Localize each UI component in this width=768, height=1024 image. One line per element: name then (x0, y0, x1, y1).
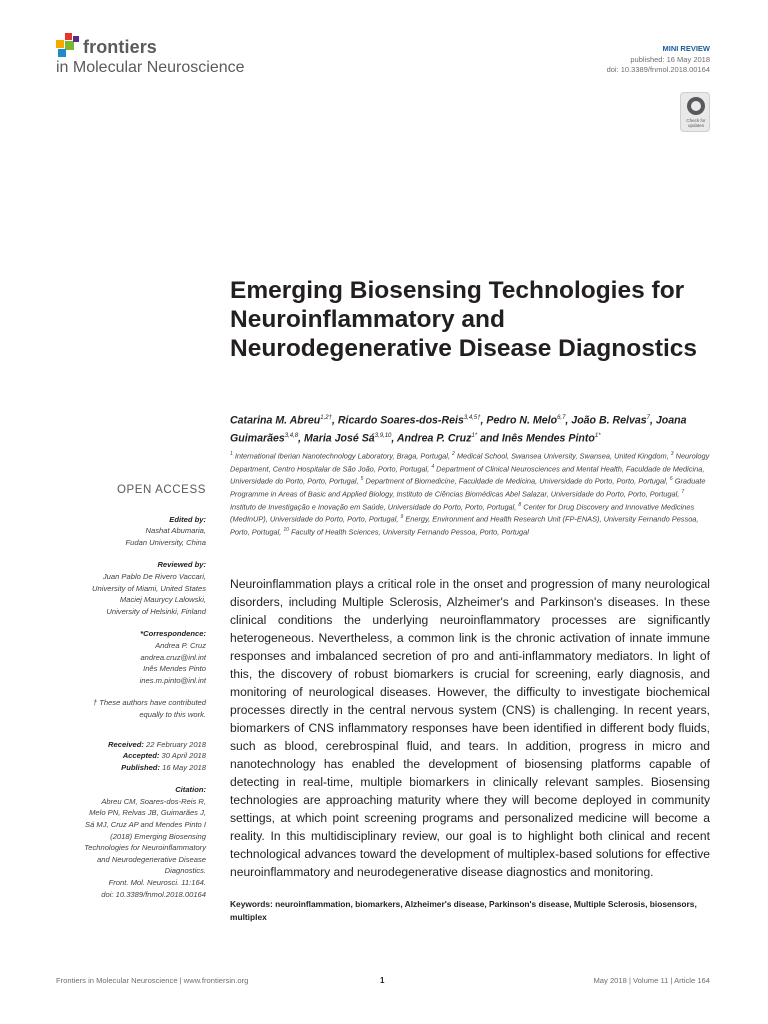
affiliation-number: 8 (518, 501, 522, 508)
author-separator: , (391, 432, 397, 445)
affiliation-number: 7 (681, 489, 685, 496)
corresponding-email[interactable]: ines.m.pinto@inl.int (139, 675, 206, 685)
published-date-sidebar (56, 762, 206, 774)
affiliation-number: 2 (452, 451, 455, 457)
author-name: Andrea P. Cruz (396, 432, 472, 445)
affiliation-number: 9 (400, 514, 404, 521)
author-affiliation-marker: 1,2† (320, 415, 332, 421)
affiliation-text: Faculty of Health Sciences, University Fernando Pessoa, Porto, Portugal (288, 527, 529, 537)
correspondence (56, 628, 206, 686)
author-separator: , (650, 414, 656, 427)
check-updates-icon (687, 97, 705, 115)
citation (56, 784, 206, 900)
edited-by (56, 514, 206, 549)
affiliation-number: 6 (669, 476, 673, 483)
author-affiliation-marker: 3,9,10 (374, 432, 392, 439)
equal-contribution-line: † These authors have contributed (92, 698, 206, 708)
footer-journal[interactable]: Frontiers in Molecular Neuroscience | www.frontiersin.org (56, 976, 249, 985)
logo-square-yellow (56, 40, 64, 48)
author-affiliation-marker: 6,7 (557, 415, 566, 421)
keywords: Keywords: neuroinflammation, biomarkers, Alzheimer's disease, Parkinson's disease, Multiple Sclerosis, biosensors, multiplex (230, 899, 697, 922)
logo-square-green (65, 41, 74, 50)
author-separator: , (331, 414, 338, 427)
citation-line: Melo PN, Relvas JB, Guimarães J, (89, 808, 206, 818)
affiliation-number: 5 (360, 476, 364, 483)
author-name: Catarina M. Abreu (230, 414, 321, 427)
affiliation-text: International Iberian Nanotechnology Laboratory, Braga, Portugal, (232, 451, 453, 461)
open-access-label: OPEN ACCESS (116, 484, 206, 496)
check-for-updates-badge[interactable] (680, 92, 710, 132)
author-name: Maria José Sá (304, 432, 375, 445)
reviewed-by-label: Reviewed by: (157, 560, 206, 570)
corresponding-author: Inês Mendes Pinto (143, 664, 206, 674)
affiliation-text: Neurology Department, Centro Hospitalar de São João, Porto, Portugal, (230, 451, 710, 474)
accepted-label: Accepted: (122, 751, 160, 761)
citation-line: and Neurodegenerative Disease (97, 854, 206, 864)
logo-square-purple (73, 36, 79, 42)
author-separator: and (477, 432, 502, 445)
accepted-date (56, 750, 206, 762)
affiliation-text: Instituto de Investigação e Inovação em Saúde, Universidade do Porto, Porto, Portugal, (230, 502, 519, 512)
editor-name: Nashat Abumaria, (145, 526, 206, 536)
author-name: João B. Relvas (571, 414, 647, 427)
author-name: Inês Mendes Pinto (501, 432, 595, 445)
author-affiliation-marker: 3,4,8 (284, 432, 299, 439)
logo-square-red (65, 33, 72, 40)
affiliation-text: Department of Biomedicine, Faculdade de Medicina, Universidade do Porto, Porto, Portugal, (363, 476, 670, 486)
author-affiliation-marker: 1* (594, 432, 601, 439)
affiliation-text: Energy, Environment and Health Research Unit (FP-ENAS), University Fernando Pessoa, Porto, Portugal, (230, 514, 699, 537)
equal-contribution-note (56, 697, 206, 720)
citation-line: Abreu CM, Soares-dos-Reis R, (101, 796, 206, 806)
published-value: 16 May 2018 (159, 762, 206, 772)
accepted-value: 30 April 2018 (159, 751, 206, 761)
frontiers-logo (56, 33, 80, 59)
received-label: Received: (108, 739, 144, 749)
corresponding-email[interactable]: andrea.cruz@inl.int (140, 652, 206, 662)
article-info-sidebar (56, 485, 206, 911)
journal-name: in Molecular Neuroscience (56, 59, 245, 76)
abstract: Neuroinflammation plays a critical role in the onset and progression of many neurological disorders, including Multiple Sclerosis, Alzheimer's and Parkinson's diseases. In these clinical conditions the underlying neuroinflammatory processes are significantly heterogeneous. Nevertheless, a common link is the chronic activation of innate immune responses and imbalanced secretion of pro and anti-inflammatory mediators. In light of this, the discovery of robust biomarkers is crucial for screening, early diagnosis, and monitoring of neurological diseases. However, the difficulty to investigate biochemical processes directly in the central nervous system (CNS) is challenging. In recent years, biomarkers of CNS inflammatory responses have been identified in different body fluids, such as blood, cerebrospinal fluid, and tears. In addition, progress in micro and nanotechnology has enabled the development of biosensing platforms capable of detecting in real-time, multiple biomarkers in clinically relevant samples. Biosensing technologies are approaching maturity where they will become deployed in community settings, at which point screening programs and personalized medicine will become a reality. In this multidisciplinary review, our goal is to highlight both clinical and recent technological advances toward the development of multiplex-based solutions for effective neuroinflammatory and neurodegenerative disease diagnostics and monitoring. (230, 577, 710, 879)
citation-doi[interactable]: doi: 10.3389/fnmol.2018.00164 (101, 889, 206, 899)
journal-brand: frontiers (83, 37, 157, 57)
affiliation-number: 1 (230, 451, 233, 457)
correspondence-label: *Correspondence: (140, 629, 206, 639)
citation-line: Sá MJ, Cruz AP and Mendes Pinto I (85, 820, 206, 830)
affiliation-text: Department of Clinical Neurosciences and Mental Health, Faculdade de Medicina, Universidade do Porto, Porto, Portugal, (230, 464, 705, 486)
doi[interactable]: doi: 10.3389/fnmol.2018.00164 (606, 65, 710, 74)
reviewer-affiliation: University of Miami, United States (92, 583, 206, 593)
reviewer-name: Maciej Maurycy Lalowski, (119, 595, 206, 605)
article-title: Emerging Biosensing Technologies for Neuroinflammatory and Neurodegenerative Disease Diagnostics (230, 277, 698, 362)
affiliation-text: Center for Drug Discovery and Innovative Medicines (MedInUP), Universidade do Porto, Porto, Portugal, (230, 502, 695, 524)
citation-line: (2018) Emerging Biosensing (110, 831, 206, 841)
citation-label: Citation: (175, 785, 206, 795)
article-dates (56, 739, 206, 774)
editor-affiliation: Fudan University, China (125, 537, 206, 547)
received-value: 22 February 2018 (143, 739, 206, 749)
author-affiliation-marker: 7 (646, 415, 651, 421)
logo-square-blue (58, 49, 66, 57)
author-affiliation-marker: 1* (471, 432, 478, 439)
corresponding-author: Andrea P. Cruz (155, 640, 206, 650)
published-date: published: 16 May 2018 (630, 55, 710, 64)
equal-contribution-line: equally to this work. (139, 709, 206, 719)
author-name: Pedro N. Melo (486, 414, 558, 427)
author-separator: , (565, 414, 572, 427)
affiliation-text: Graduate Programme in Areas of Basic and Applied Biology, Instituto de Ciências Biomédicas Abel Salazar, Universidade do Porto, Porto, Portugal, (230, 476, 706, 499)
author-list (230, 411, 720, 446)
author-separator: , (298, 432, 305, 445)
citation-line: Technologies for Neuroinflammatory (84, 843, 206, 853)
edited-by-label: Edited by: (169, 514, 206, 524)
affiliation-number: 4 (431, 463, 435, 470)
affiliation-number: 10 (283, 527, 289, 534)
author-affiliation-marker: 3,4,5† (463, 415, 481, 421)
reviewed-by (56, 559, 206, 617)
footer-volume: May 2018 | Volume 11 | Article 164 (593, 976, 710, 985)
reviewer-affiliation: University of Helsinki, Finland (106, 606, 206, 616)
received-date (56, 739, 206, 751)
reviewer-name: Juan Pablo De Rivero Vaccari, (102, 571, 206, 581)
affiliation-text: Medical School, Swansea University, Swansea, United Kingdom, (454, 451, 671, 461)
author-name: Joana Guimarães (230, 414, 687, 445)
affiliations (230, 449, 710, 538)
check-updates-label: Check for updates (686, 118, 706, 128)
citation-line: Diagnostics. (164, 866, 206, 876)
author-separator: , (480, 414, 487, 427)
article-type: MINI REVIEW (662, 44, 710, 53)
published-label: Published: (121, 762, 160, 772)
page-number: 1 (380, 976, 385, 985)
citation-line: Front. Mol. Neurosci. 11:164. (108, 878, 206, 888)
affiliation-number: 3 (670, 451, 674, 457)
author-name: Ricardo Soares-dos-Reis (337, 414, 464, 427)
